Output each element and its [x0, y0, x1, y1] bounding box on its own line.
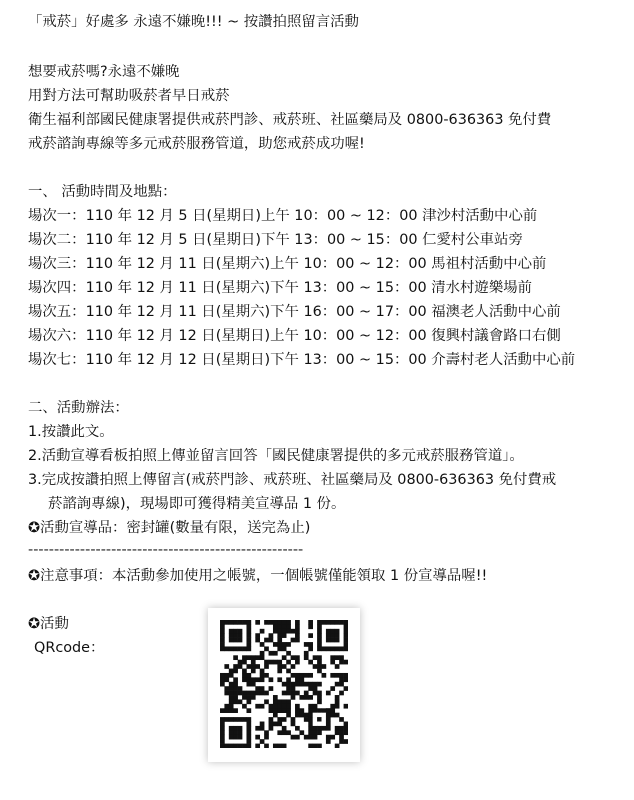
- section1-heading: 一、 活動時間及地點：: [28, 184, 177, 200]
- session-item: 場次六：110 年 12 月 12 日(星期日)上午 10：00 ~ 12：00 復興村議會路口右側: [28, 328, 561, 344]
- notice-text: ✪注意事項：本活動參加使用之帳號，一個帳號僅能領取 1 份宣導品喔!!: [28, 568, 488, 584]
- intro-line-1: 想要戒菸嗎?永遠不嫌晚: [28, 64, 180, 80]
- qr-label-line-1: ✪活動: [28, 616, 69, 632]
- qr-label: [28, 612, 104, 660]
- step-item: 3.完成按讚拍照上傳留言(戒菸門診、戒菸班、社區藥局及 0800-636363 免付費戒: [28, 472, 557, 488]
- session-item: 場次二：110 年 12 月 5 日(星期日)下午 13：00 ~ 15：00 仁愛村公車站旁: [28, 232, 523, 248]
- step-item: 2.活動宣導看板拍照上傳並留言回答「國民健康署提供的多元戒菸服務管道」。: [28, 448, 524, 464]
- gift-info: ✪活動宣導品：密封罐(數量有限，送完為止): [28, 520, 311, 536]
- session-item: 場次一：110 年 12 月 5 日(星期日)上午 10：00 ~ 12：00 津沙村活動中心前: [28, 208, 538, 224]
- session-item: 場次四：110 年 12 月 11 日(星期六)下午 13：00 ~ 15：00 清水村遊樂場前: [28, 280, 532, 296]
- step-item: 1.按讚此文。: [28, 424, 114, 440]
- intro-line-4: 戒菸諮詢專線等多元戒菸服務管道，助您戒菸成功喔!: [28, 136, 365, 152]
- intro-line-2: 用對方法可幫助吸菸者早日戒菸: [28, 88, 230, 104]
- section2-heading: 二、活動辦法：: [28, 400, 129, 416]
- divider: -----------------------------------------------------: [28, 542, 304, 558]
- post-title: 「戒菸」好處多 永遠不嫌晚!!! ~ 按讚拍照留言活動: [28, 14, 359, 30]
- qr-code-card[interactable]: [208, 608, 360, 762]
- intro-line-3: 衛生福利部國民健康署提供戒菸門診、戒菸班、社區藥局及 0800-636363 免付費: [28, 112, 552, 128]
- qr-label-line-2: QRcode：: [34, 640, 105, 656]
- session-item: 場次三：110 年 12 月 11 日(星期六)上午 10：00 ~ 12：00 馬祖村活動中心前: [28, 256, 547, 272]
- step-item-continued: 菸諮詢專線)，現場即可獲得精美宣導品 1 份。: [48, 496, 346, 512]
- qr-code-icon: [220, 620, 348, 748]
- session-item: 場次七：110 年 12 月 12 日(星期日)下午 13：00 ~ 15：00 介壽村老人活動中心前: [28, 352, 576, 368]
- session-item: 場次五：110 年 12 月 11 日(星期六)下午 16：00 ~ 17：00 福澳老人活動中心前: [28, 304, 561, 320]
